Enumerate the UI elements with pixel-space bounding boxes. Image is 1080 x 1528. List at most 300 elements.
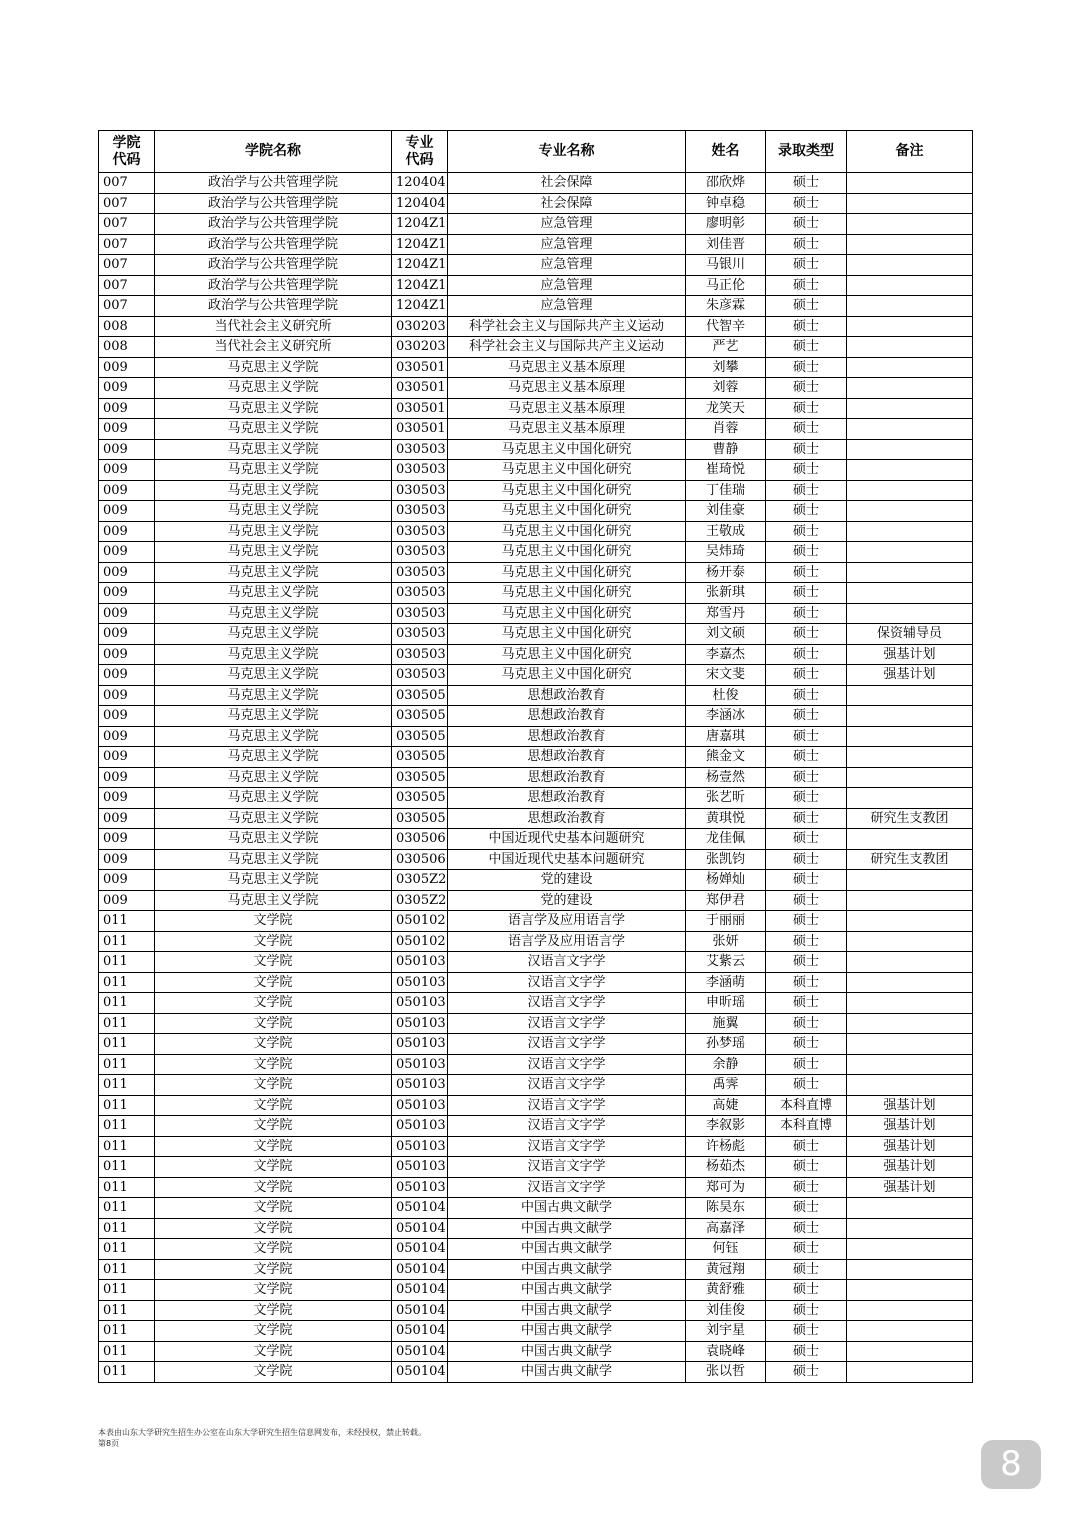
college-code-cell: 009 bbox=[99, 501, 155, 522]
major-name-cell: 社会保障 bbox=[448, 173, 686, 194]
remarks-cell bbox=[847, 173, 973, 194]
remarks-cell bbox=[847, 357, 973, 378]
major-name-cell: 汉语言文字学 bbox=[448, 1013, 686, 1034]
remarks-cell bbox=[847, 1280, 973, 1301]
major-code-cell: 030503 bbox=[392, 460, 448, 481]
admission-type-cell: 硕士 bbox=[766, 193, 847, 214]
admission-table bbox=[98, 130, 973, 1383]
college-name-cell: 马克思主义学院 bbox=[155, 357, 392, 378]
table-row bbox=[99, 1218, 973, 1239]
major-name-cell: 汉语言文字学 bbox=[448, 1095, 686, 1116]
student-name-cell: 丁佳瑞 bbox=[686, 480, 766, 501]
table-row bbox=[99, 419, 973, 440]
admission-type-cell: 硕士 bbox=[766, 726, 847, 747]
college-name-cell: 文学院 bbox=[155, 1362, 392, 1383]
student-name-cell: 邵欣烨 bbox=[686, 173, 766, 194]
college-name-cell: 文学院 bbox=[155, 952, 392, 973]
student-name-cell: 李涵萌 bbox=[686, 972, 766, 993]
header-remarks-line: 备注 bbox=[895, 143, 924, 159]
admission-type-cell: 硕士 bbox=[766, 1054, 847, 1075]
table-row bbox=[99, 439, 973, 460]
student-name-cell: 龙佳佩 bbox=[686, 829, 766, 850]
major-name-cell: 马克思主义中国化研究 bbox=[448, 665, 686, 686]
major-name-cell: 中国古典文献学 bbox=[448, 1280, 686, 1301]
college-name-cell: 文学院 bbox=[155, 1116, 392, 1137]
college-name-cell: 马克思主义学院 bbox=[155, 644, 392, 665]
major-name-cell: 马克思主义基本原理 bbox=[448, 378, 686, 399]
major-name-cell: 马克思主义中国化研究 bbox=[448, 583, 686, 604]
college-code-cell: 008 bbox=[99, 337, 155, 358]
college-code-cell: 009 bbox=[99, 378, 155, 399]
major-code-cell: 030203 bbox=[392, 316, 448, 337]
college-code-cell: 009 bbox=[99, 521, 155, 542]
admission-type-cell: 硕士 bbox=[766, 911, 847, 932]
table-row bbox=[99, 583, 973, 604]
college-name-cell: 政治学与公共管理学院 bbox=[155, 193, 392, 214]
admission-type-cell: 硕士 bbox=[766, 562, 847, 583]
table-row bbox=[99, 1198, 973, 1219]
major-code-cell: 050103 bbox=[392, 1136, 448, 1157]
college-name-cell: 马克思主义学院 bbox=[155, 788, 392, 809]
major-code-cell: 030503 bbox=[392, 501, 448, 522]
college-code-cell: 011 bbox=[99, 1116, 155, 1137]
college-name-cell: 马克思主义学院 bbox=[155, 849, 392, 870]
table-row bbox=[99, 726, 973, 747]
student-name-cell: 张艺昕 bbox=[686, 788, 766, 809]
admission-type-cell: 硕士 bbox=[766, 952, 847, 973]
remarks-cell bbox=[847, 1198, 973, 1219]
table-row bbox=[99, 296, 973, 317]
table-row bbox=[99, 275, 973, 296]
remarks-cell bbox=[847, 1075, 973, 1096]
student-name-cell: 钟卓稳 bbox=[686, 193, 766, 214]
college-code-cell: 011 bbox=[99, 1136, 155, 1157]
header-admission-type bbox=[766, 131, 847, 173]
major-code-cell: 050103 bbox=[392, 1034, 448, 1055]
major-name-cell: 马克思主义中国化研究 bbox=[448, 542, 686, 563]
student-name-cell: 张妍 bbox=[686, 931, 766, 952]
major-code-cell: 050104 bbox=[392, 1218, 448, 1239]
admission-type-cell: 硕士 bbox=[766, 1259, 847, 1280]
remarks-cell bbox=[847, 1013, 973, 1034]
college-name-cell: 当代社会主义研究所 bbox=[155, 337, 392, 358]
major-name-cell: 应急管理 bbox=[448, 234, 686, 255]
admission-type-cell: 硕士 bbox=[766, 808, 847, 829]
college-code-cell: 009 bbox=[99, 439, 155, 460]
college-name-cell: 政治学与公共管理学院 bbox=[155, 255, 392, 276]
remarks-cell bbox=[847, 214, 973, 235]
remarks-cell bbox=[847, 1054, 973, 1075]
admission-type-cell: 硕士 bbox=[766, 849, 847, 870]
major-code-cell: 050104 bbox=[392, 1198, 448, 1219]
major-name-cell: 中国古典文献学 bbox=[448, 1218, 686, 1239]
college-name-cell: 马克思主义学院 bbox=[155, 378, 392, 399]
table-row bbox=[99, 624, 973, 645]
table-row bbox=[99, 337, 973, 358]
college-name-cell: 马克思主义学院 bbox=[155, 665, 392, 686]
header-college-code-line: 学院 bbox=[112, 134, 141, 151]
college-code-cell: 009 bbox=[99, 726, 155, 747]
header-student-name bbox=[686, 131, 766, 173]
table-row bbox=[99, 890, 973, 911]
major-name-cell: 科学社会主义与国际共产主义运动 bbox=[448, 316, 686, 337]
admission-type-cell: 硕士 bbox=[766, 275, 847, 296]
remarks-cell: 研究生支教团 bbox=[847, 808, 973, 829]
major-name-cell: 马克思主义中国化研究 bbox=[448, 521, 686, 542]
major-code-cell: 1204Z1 bbox=[392, 275, 448, 296]
remarks-cell bbox=[847, 1218, 973, 1239]
student-name-cell: 唐嘉琪 bbox=[686, 726, 766, 747]
student-name-cell: 张以哲 bbox=[686, 1362, 766, 1383]
college-name-cell: 文学院 bbox=[155, 1095, 392, 1116]
table-row bbox=[99, 685, 973, 706]
student-name-cell: 刘佳晋 bbox=[686, 234, 766, 255]
student-name-cell: 廖明彰 bbox=[686, 214, 766, 235]
major-name-cell: 中国古典文献学 bbox=[448, 1259, 686, 1280]
remarks-cell: 强基计划 bbox=[847, 665, 973, 686]
college-name-cell: 马克思主义学院 bbox=[155, 747, 392, 768]
college-name-cell: 马克思主义学院 bbox=[155, 808, 392, 829]
admission-type-cell: 硕士 bbox=[766, 993, 847, 1014]
table-row bbox=[99, 1116, 973, 1137]
table-row bbox=[99, 255, 973, 276]
major-name-cell: 马克思主义基本原理 bbox=[448, 357, 686, 378]
major-code-cell: 030503 bbox=[392, 439, 448, 460]
major-code-cell: 030505 bbox=[392, 747, 448, 768]
header-row bbox=[99, 131, 973, 173]
header-major-code bbox=[392, 131, 448, 173]
major-name-cell: 思想政治教育 bbox=[448, 747, 686, 768]
admission-type-cell: 硕士 bbox=[766, 214, 847, 235]
student-name-cell: 郑伊君 bbox=[686, 890, 766, 911]
college-code-cell: 009 bbox=[99, 603, 155, 624]
major-name-cell: 中国近现代史基本问题研究 bbox=[448, 829, 686, 850]
college-name-cell: 文学院 bbox=[155, 1300, 392, 1321]
major-code-cell: 030506 bbox=[392, 829, 448, 850]
admission-type-cell: 硕士 bbox=[766, 706, 847, 727]
admission-type-cell: 硕士 bbox=[766, 460, 847, 481]
major-code-cell: 030503 bbox=[392, 644, 448, 665]
major-code-cell: 030503 bbox=[392, 562, 448, 583]
major-code-cell: 050104 bbox=[392, 1259, 448, 1280]
major-code-cell: 1204Z1 bbox=[392, 296, 448, 317]
admission-type-cell: 硕士 bbox=[766, 788, 847, 809]
major-code-cell: 050103 bbox=[392, 1157, 448, 1178]
student-name-cell: 杨壹然 bbox=[686, 767, 766, 788]
remarks-cell bbox=[847, 1321, 973, 1342]
remarks-cell: 强基计划 bbox=[847, 1157, 973, 1178]
major-name-cell: 党的建设 bbox=[448, 890, 686, 911]
student-name-cell: 刘攀 bbox=[686, 357, 766, 378]
admission-type-cell: 硕士 bbox=[766, 521, 847, 542]
major-code-cell: 030203 bbox=[392, 337, 448, 358]
major-name-cell: 汉语言文字学 bbox=[448, 952, 686, 973]
remarks-cell: 强基计划 bbox=[847, 1116, 973, 1137]
college-code-cell: 007 bbox=[99, 193, 155, 214]
college-name-cell: 政治学与公共管理学院 bbox=[155, 173, 392, 194]
admission-type-cell: 硕士 bbox=[766, 624, 847, 645]
major-code-cell: 0305Z2 bbox=[392, 870, 448, 891]
admission-type-cell: 硕士 bbox=[766, 542, 847, 563]
college-code-cell: 011 bbox=[99, 1280, 155, 1301]
remarks-cell bbox=[847, 1259, 973, 1280]
major-code-cell: 030501 bbox=[392, 419, 448, 440]
college-code-cell: 009 bbox=[99, 747, 155, 768]
major-code-cell: 050103 bbox=[392, 1054, 448, 1075]
major-code-cell: 030505 bbox=[392, 767, 448, 788]
remarks-cell bbox=[847, 562, 973, 583]
major-code-cell: 050103 bbox=[392, 1095, 448, 1116]
major-code-cell: 1204Z1 bbox=[392, 214, 448, 235]
college-code-cell: 011 bbox=[99, 1034, 155, 1055]
admission-type-cell: 硕士 bbox=[766, 870, 847, 891]
college-name-cell: 文学院 bbox=[155, 1177, 392, 1198]
remarks-cell: 强基计划 bbox=[847, 1177, 973, 1198]
college-code-cell: 009 bbox=[99, 829, 155, 850]
college-name-cell: 文学院 bbox=[155, 1013, 392, 1034]
major-name-cell: 汉语言文字学 bbox=[448, 1034, 686, 1055]
student-name-cell: 袁晓峰 bbox=[686, 1341, 766, 1362]
college-name-cell: 文学院 bbox=[155, 993, 392, 1014]
college-name-cell: 马克思主义学院 bbox=[155, 624, 392, 645]
major-code-cell: 030503 bbox=[392, 603, 448, 624]
table-row bbox=[99, 767, 973, 788]
college-code-cell: 011 bbox=[99, 1075, 155, 1096]
college-name-cell: 马克思主义学院 bbox=[155, 521, 392, 542]
major-name-cell: 语言学及应用语言学 bbox=[448, 911, 686, 932]
admission-type-cell: 硕士 bbox=[766, 234, 847, 255]
major-code-cell: 030501 bbox=[392, 378, 448, 399]
remarks-cell bbox=[847, 890, 973, 911]
major-code-cell: 030503 bbox=[392, 480, 448, 501]
footer-notice: 本表由山东大学研究生招生办公室在山东大学研究生招生信息网发布，未经授权，禁止转载。 bbox=[98, 1428, 426, 1437]
college-name-cell: 马克思主义学院 bbox=[155, 419, 392, 440]
table-row bbox=[99, 542, 973, 563]
remarks-cell bbox=[847, 1239, 973, 1260]
remarks-cell bbox=[847, 767, 973, 788]
student-name-cell: 王敬成 bbox=[686, 521, 766, 542]
page-number-badge: 8 bbox=[981, 1440, 1041, 1489]
major-code-cell: 1204Z1 bbox=[392, 255, 448, 276]
student-name-cell: 郑可为 bbox=[686, 1177, 766, 1198]
college-code-cell: 011 bbox=[99, 1198, 155, 1219]
table-row bbox=[99, 603, 973, 624]
table-row bbox=[99, 1362, 973, 1383]
table-row bbox=[99, 521, 973, 542]
remarks-cell bbox=[847, 234, 973, 255]
college-code-cell: 009 bbox=[99, 542, 155, 563]
major-name-cell: 中国近现代史基本问题研究 bbox=[448, 849, 686, 870]
student-name-cell: 马正伦 bbox=[686, 275, 766, 296]
college-name-cell: 马克思主义学院 bbox=[155, 603, 392, 624]
admission-type-cell: 硕士 bbox=[766, 1198, 847, 1219]
major-code-cell: 120404 bbox=[392, 193, 448, 214]
college-code-cell: 008 bbox=[99, 316, 155, 337]
college-name-cell: 马克思主义学院 bbox=[155, 890, 392, 911]
college-name-cell: 文学院 bbox=[155, 1034, 392, 1055]
college-name-cell: 马克思主义学院 bbox=[155, 583, 392, 604]
major-code-cell: 030501 bbox=[392, 398, 448, 419]
student-name-cell: 黄冠翔 bbox=[686, 1259, 766, 1280]
table-row bbox=[99, 993, 973, 1014]
table-row bbox=[99, 870, 973, 891]
remarks-cell bbox=[847, 337, 973, 358]
major-code-cell: 030505 bbox=[392, 788, 448, 809]
college-code-cell: 009 bbox=[99, 357, 155, 378]
remarks-cell: 保资辅导员 bbox=[847, 624, 973, 645]
major-name-cell: 语言学及应用语言学 bbox=[448, 931, 686, 952]
major-name-cell: 应急管理 bbox=[448, 255, 686, 276]
college-code-cell: 009 bbox=[99, 419, 155, 440]
admission-type-cell: 硕士 bbox=[766, 685, 847, 706]
table-row bbox=[99, 378, 973, 399]
remarks-cell bbox=[847, 460, 973, 481]
admission-type-cell: 硕士 bbox=[766, 316, 847, 337]
major-name-cell: 马克思主义中国化研究 bbox=[448, 480, 686, 501]
college-code-cell: 011 bbox=[99, 972, 155, 993]
college-code-cell: 007 bbox=[99, 296, 155, 317]
remarks-cell bbox=[847, 419, 973, 440]
remarks-cell: 强基计划 bbox=[847, 1095, 973, 1116]
major-name-cell: 马克思主义基本原理 bbox=[448, 419, 686, 440]
major-name-cell: 思想政治教育 bbox=[448, 767, 686, 788]
major-code-cell: 030503 bbox=[392, 542, 448, 563]
major-name-cell: 思想政治教育 bbox=[448, 706, 686, 727]
college-name-cell: 文学院 bbox=[155, 1218, 392, 1239]
college-name-cell: 马克思主义学院 bbox=[155, 562, 392, 583]
college-code-cell: 011 bbox=[99, 1013, 155, 1034]
student-name-cell: 杨茹杰 bbox=[686, 1157, 766, 1178]
header-major-name-line: 专业名称 bbox=[538, 143, 595, 159]
table-header bbox=[99, 131, 973, 173]
admission-type-cell: 硕士 bbox=[766, 357, 847, 378]
college-name-cell: 政治学与公共管理学院 bbox=[155, 275, 392, 296]
college-name-cell: 马克思主义学院 bbox=[155, 398, 392, 419]
student-name-cell: 李涵冰 bbox=[686, 706, 766, 727]
major-name-cell: 社会保障 bbox=[448, 193, 686, 214]
table-row bbox=[99, 1075, 973, 1096]
major-name-cell: 中国古典文献学 bbox=[448, 1321, 686, 1342]
remarks-cell bbox=[847, 788, 973, 809]
table-row bbox=[99, 706, 973, 727]
table-row bbox=[99, 1013, 973, 1034]
admission-type-cell: 硕士 bbox=[766, 644, 847, 665]
major-name-cell: 马克思主义中国化研究 bbox=[448, 624, 686, 645]
admission-type-cell: 硕士 bbox=[766, 890, 847, 911]
college-name-cell: 政治学与公共管理学院 bbox=[155, 214, 392, 235]
college-code-cell: 011 bbox=[99, 1239, 155, 1260]
admission-type-cell: 硕士 bbox=[766, 1300, 847, 1321]
student-name-cell: 吴炜琦 bbox=[686, 542, 766, 563]
college-name-cell: 文学院 bbox=[155, 1136, 392, 1157]
student-name-cell: 施翼 bbox=[686, 1013, 766, 1034]
college-code-cell: 011 bbox=[99, 911, 155, 932]
major-name-cell: 党的建设 bbox=[448, 870, 686, 891]
admission-type-cell: 硕士 bbox=[766, 255, 847, 276]
major-code-cell: 030503 bbox=[392, 521, 448, 542]
college-code-cell: 011 bbox=[99, 931, 155, 952]
major-code-cell: 030505 bbox=[392, 706, 448, 727]
major-name-cell: 马克思主义中国化研究 bbox=[448, 501, 686, 522]
college-code-cell: 011 bbox=[99, 1259, 155, 1280]
major-name-cell: 中国古典文献学 bbox=[448, 1239, 686, 1260]
student-name-cell: 刘佳俊 bbox=[686, 1300, 766, 1321]
student-name-cell: 代智辛 bbox=[686, 316, 766, 337]
remarks-cell bbox=[847, 603, 973, 624]
major-code-cell: 050103 bbox=[392, 1075, 448, 1096]
major-code-cell: 050104 bbox=[392, 1300, 448, 1321]
major-name-cell: 汉语言文字学 bbox=[448, 1157, 686, 1178]
major-name-cell: 马克思主义中国化研究 bbox=[448, 644, 686, 665]
student-name-cell: 宋文斐 bbox=[686, 665, 766, 686]
header-college-code bbox=[99, 131, 155, 173]
table-row bbox=[99, 972, 973, 993]
student-name-cell: 申昕瑶 bbox=[686, 993, 766, 1014]
table-row bbox=[99, 849, 973, 870]
table-row bbox=[99, 193, 973, 214]
student-name-cell: 肖蓉 bbox=[686, 419, 766, 440]
admission-type-cell: 硕士 bbox=[766, 829, 847, 850]
college-name-cell: 文学院 bbox=[155, 1259, 392, 1280]
student-name-cell: 禹霁 bbox=[686, 1075, 766, 1096]
table-row bbox=[99, 931, 973, 952]
remarks-cell bbox=[847, 398, 973, 419]
college-name-cell: 马克思主义学院 bbox=[155, 480, 392, 501]
college-code-cell: 011 bbox=[99, 1341, 155, 1362]
admission-type-cell: 本科直博 bbox=[766, 1095, 847, 1116]
header-college-code-line: 代码 bbox=[112, 151, 141, 168]
header-major-code-line: 代码 bbox=[405, 151, 434, 168]
college-code-cell: 009 bbox=[99, 665, 155, 686]
college-name-cell: 文学院 bbox=[155, 1198, 392, 1219]
header-major-code-line: 专业 bbox=[405, 134, 434, 151]
admission-type-cell: 硕士 bbox=[766, 480, 847, 501]
admission-type-cell: 硕士 bbox=[766, 665, 847, 686]
college-name-cell: 马克思主义学院 bbox=[155, 685, 392, 706]
admission-type-cell: 硕士 bbox=[766, 1341, 847, 1362]
college-code-cell: 007 bbox=[99, 234, 155, 255]
header-major-name bbox=[448, 131, 686, 173]
student-name-cell: 高嘉泽 bbox=[686, 1218, 766, 1239]
student-name-cell: 龙笑天 bbox=[686, 398, 766, 419]
major-code-cell: 050103 bbox=[392, 1116, 448, 1137]
admission-type-cell: 本科直博 bbox=[766, 1116, 847, 1137]
student-name-cell: 张凯钧 bbox=[686, 849, 766, 870]
college-code-cell: 007 bbox=[99, 275, 155, 296]
major-name-cell: 中国古典文献学 bbox=[448, 1341, 686, 1362]
college-code-cell: 009 bbox=[99, 460, 155, 481]
student-name-cell: 黄舒雅 bbox=[686, 1280, 766, 1301]
college-code-cell: 009 bbox=[99, 706, 155, 727]
admission-type-cell: 硕士 bbox=[766, 1177, 847, 1198]
major-name-cell: 中国古典文献学 bbox=[448, 1362, 686, 1383]
student-name-cell: 余静 bbox=[686, 1054, 766, 1075]
remarks-cell bbox=[847, 378, 973, 399]
student-name-cell: 张新琪 bbox=[686, 583, 766, 604]
college-name-cell: 文学院 bbox=[155, 1075, 392, 1096]
college-name-cell: 当代社会主义研究所 bbox=[155, 316, 392, 337]
admission-type-cell: 硕士 bbox=[766, 1075, 847, 1096]
major-code-cell: 030506 bbox=[392, 849, 448, 870]
major-code-cell: 050104 bbox=[392, 1341, 448, 1362]
header-college-name-line: 学院名称 bbox=[245, 143, 301, 159]
major-code-cell: 050104 bbox=[392, 1362, 448, 1383]
student-name-cell: 高婕 bbox=[686, 1095, 766, 1116]
college-code-cell: 009 bbox=[99, 644, 155, 665]
college-code-cell: 007 bbox=[99, 255, 155, 276]
college-name-cell: 文学院 bbox=[155, 1157, 392, 1178]
remarks-cell bbox=[847, 993, 973, 1014]
